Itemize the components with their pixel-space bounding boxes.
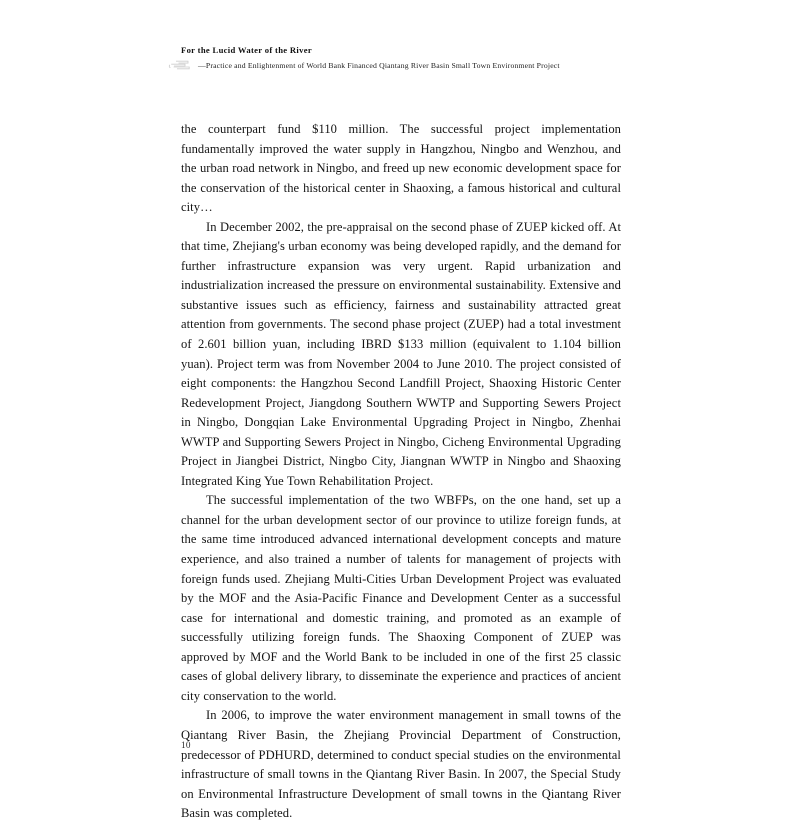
page-number: 10 <box>181 740 191 750</box>
running-head <box>181 44 621 74</box>
running-head-subtitle-row <box>181 58 621 74</box>
running-head-title: For the Lucid Water of the River <box>181 45 313 55</box>
body-text-block <box>181 120 621 824</box>
paragraph-zuep-second-phase: In December 2002, the pre-appraisal on the second phase of ZUEP kicked off. At that time, Zhejiang's urban economy was being developed rapidly, and the demand for further infrastructure expansion was very urgent. Rapid urbanization and industrialization increased the pressure on environmental sustainability. Extensive and substantive issues such as efficiency, fairness and sustainability attracted great attention from governments. The second phase project (ZUEP) had a total investment of 2.601 billion yuan, including IBRD $133 million (equivalent to 1.104 billion yuan). Project term was from November 2004 to June 2010. The project consisted of eight components: the Hangzhou Second Landfill Project, Shaoxing Historic Center Redevelopment Project, Jiangdong Southern WWTP and Supporting Sewers Project in Ningbo, Dongqian Lake Environmental Upgrading Project in Ningbo, Zhenhai WWTP and Supporting Sewers Project in Ningbo, Cicheng Environmental Upgrading Project in Jiangbei District, Ningbo City, Jiangnan WWTP in Ningbo and Shaoxing Integrated King Yue Town Rehabilitation Project. <box>181 219 621 488</box>
paragraph-wbfp-implementation: The successful implementation of the two WBFPs, on the one hand, set up a channel for the urban development sector of our province to utilize foreign funds, at the same time introduced advanced international development concepts and mature experience, and also trained a number of talents for management of projects with foreign funds used. Zhejiang Multi-Cities Urban Development Project was evaluated by the MOF and the Asia-Pacific Finance and Development Center as a successful case for international and domestic training, and promoted as an example of successfully utilizing foreign funds. The Shaoxing Component of ZUEP was approved by MOF and the World Bank to be included in one of the first 25 classic cases of global delivery library, to disseminate the experience and practices of ancient city conservation to the world. <box>181 493 621 703</box>
paragraph-qiantang-study: In 2006, to improve the water environment management in small towns of the Qiantang River Basin, the Zhejiang Provincial Department of Construction, predecessor of PDHURD, determined to conduct special studies on the environmental infrastructure of small towns in the Qiantang River Basin. In 2007, the Special Study on Environmental Infrastructure Development of small towns in the Qiantang River Basin was completed. <box>181 708 621 821</box>
decorative-cloud-ornament-icon <box>168 59 194 72</box>
running-head-subtitle: —Practice and Enlightenment of World Bank Financed Qiantang River Basin Small Town Environment Project <box>198 61 560 70</box>
paragraph-continuation: the counterpart fund $110 million. The successful project implementation fundamentally improved the water supply in Hangzhou, Ningbo and Wenzhou, and the urban road network in Ningbo, and freed up new economic development space for the conservation of the historical center in Shaoxing, a famous historical and cultural city… <box>181 122 621 215</box>
